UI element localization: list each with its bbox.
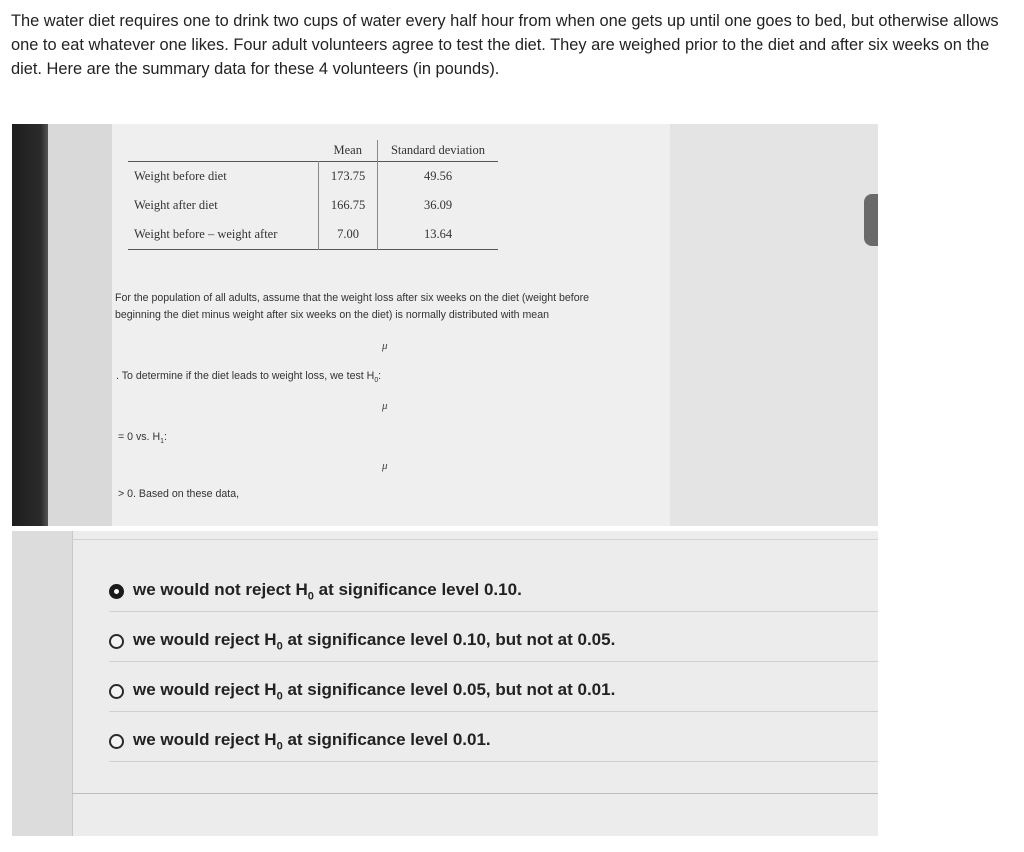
- photo-bottom-line: [72, 793, 878, 794]
- doc-paragraph-3-end: :: [163, 431, 167, 443]
- table-header-mean: Mean: [319, 140, 378, 162]
- photo-dark-edge: [12, 124, 48, 526]
- option-text: we would reject H: [133, 629, 277, 649]
- doc-paragraph-1: [115, 290, 589, 324]
- table-row: [128, 191, 498, 220]
- option-label: [133, 680, 615, 702]
- answer-option-3[interactable]: [109, 671, 878, 712]
- table-row: [128, 162, 498, 192]
- row-label: Weight before – weight after: [134, 227, 278, 241]
- doc-paragraph-3-sub: 1: [160, 438, 164, 446]
- mu-symbol: μ: [382, 400, 388, 412]
- option-text: we would reject H: [133, 729, 277, 749]
- row-label: Weight before diet: [134, 169, 227, 183]
- radio-unselected-icon[interactable]: [109, 684, 124, 699]
- table-header-sd: Standard deviation: [390, 143, 486, 157]
- option-sub: 0: [276, 640, 283, 653]
- answer-option-4[interactable]: [109, 721, 878, 762]
- option-text-end: at significance level 0.01.: [282, 729, 491, 749]
- doc-paragraph-2-text: . To determine if the diet leads to weight loss, we test H: [116, 370, 375, 382]
- row-sd: 36.09: [423, 198, 453, 212]
- option-label: [133, 580, 522, 602]
- photo-scroll-thumb: [864, 194, 878, 246]
- answer-option-2[interactable]: [109, 621, 878, 662]
- option-sub: 0: [276, 740, 283, 753]
- summary-table-container: [128, 140, 498, 250]
- doc-paragraph-2: [116, 368, 381, 389]
- row-sd: 49.56: [423, 169, 453, 183]
- doc-paragraph-3-text: = 0 vs. H: [118, 431, 161, 443]
- answer-option-1[interactable]: [109, 571, 878, 612]
- table-header-blank: [128, 140, 319, 162]
- option-sub: 0: [307, 590, 314, 603]
- row-label: Weight after diet: [134, 198, 218, 212]
- radio-unselected-icon[interactable]: [109, 734, 124, 749]
- table-header-row: [128, 140, 498, 162]
- radio-unselected-icon[interactable]: [109, 634, 124, 649]
- mu-symbol: μ: [382, 460, 388, 472]
- table-row: [128, 220, 498, 250]
- row-mean: 7.00: [319, 220, 378, 250]
- option-text: we would not reject H: [133, 579, 308, 599]
- option-text-end: at significance level 0.10, but not at 0.05.: [282, 629, 616, 649]
- photo-top-line: [72, 539, 878, 540]
- radio-selected-icon[interactable]: [109, 584, 124, 599]
- row-mean: 166.75: [319, 191, 378, 220]
- photo-left-panel: [12, 531, 72, 836]
- doc-paragraph-2-end: :: [378, 370, 382, 382]
- photo-right-panel: [670, 124, 878, 526]
- question-intro-text: The water diet requires one to drink two cups of water every half hour from when one gets up until one goes to bed, but otherwise allows one to eat whatever one likes. Four adult volunteers agree to test the diet. They are weighed prior to the diet and after six weeks on the diet. Here are the summary data for these 4 volunteers (in pounds).: [11, 12, 999, 78]
- option-label: [133, 630, 615, 652]
- row-mean: 173.75: [319, 162, 378, 192]
- doc-paragraph-1-line-1: For the population of all adults, assume that the weight loss after six weeks on the diet (weight before: [115, 292, 590, 304]
- row-sd: 13.64: [423, 227, 453, 241]
- photo-divider: [72, 531, 73, 836]
- option-text: we would reject H: [133, 679, 277, 699]
- answer-options-photo: [12, 531, 878, 836]
- summary-data-table: [128, 140, 498, 250]
- option-text-end: at significance level 0.05, but not at 0.01.: [282, 679, 616, 699]
- problem-photo: [12, 124, 878, 526]
- mu-symbol: μ: [382, 340, 388, 352]
- photo-margin-bar: [48, 124, 112, 526]
- doc-paragraph-2-sub: 0: [374, 377, 379, 385]
- doc-paragraph-4: > 0. Based on these data,: [118, 488, 240, 500]
- doc-paragraph-3: [118, 429, 167, 450]
- doc-paragraph-1-line-2: beginning the diet minus weight after six weeks on the diet) is normally distributed with mean: [115, 309, 549, 321]
- option-sub: 0: [276, 690, 283, 703]
- option-label: [133, 730, 491, 752]
- option-text-end: at significance level 0.10.: [313, 579, 522, 599]
